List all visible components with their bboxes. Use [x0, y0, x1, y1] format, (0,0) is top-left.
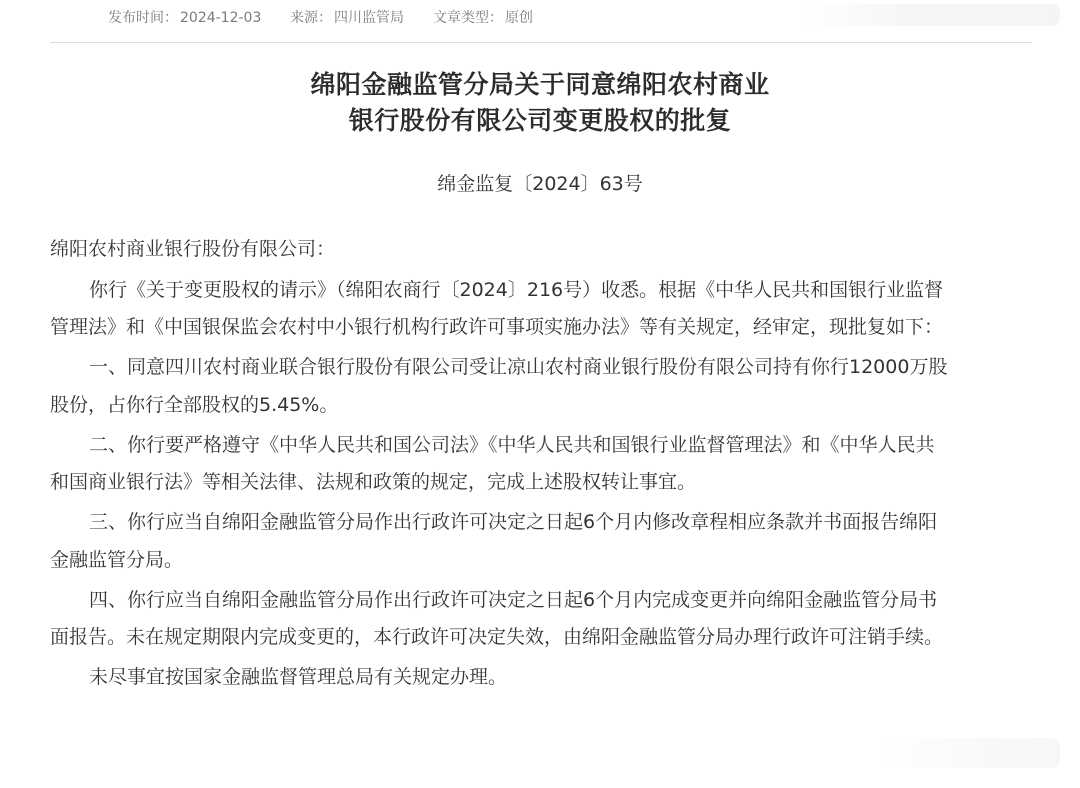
article-source [290, 9, 404, 27]
body-line: 面报告。未在规定期限内完成变更的，本行政许可决定失效，由绵阳金融监管分局办理行政许可注销手续。 [50, 626, 944, 648]
document-title-line-1: 绵阳金融监管分局关于同意绵阳农村商业 [310, 70, 770, 99]
article-meta-bar [50, 0, 1032, 43]
body-line: 管理法》和《中国银保监会农村中小银行机构行政许可事项实施办法》等有关规定，经审定，现批复如下： [50, 316, 944, 338]
type-value: 原创 [505, 10, 533, 26]
publish-time-label: 发布时间： [108, 10, 178, 26]
closing-line: 未尽事宜按国家金融监督管理总局有关规定办理。 [89, 666, 508, 688]
body-line: 一、同意四川农村商业联合银行股份有限公司受让凉山农村商业银行股份有限公司持有你行12000万股 [89, 356, 948, 378]
body-line: 二、你行要严格遵守《中华人民共和国公司法》《中华人民共和国银行业监督管理法》和《中华人民共 [89, 434, 935, 456]
body-line: 金融监管分局。 [50, 549, 184, 571]
body-line: 和国商业银行法》等相关法律、法规和政策的规定，完成上述股权转让事宜。 [50, 471, 697, 493]
type-label: 文章类型： [433, 10, 503, 26]
source-value: 四川监管局 [334, 10, 404, 26]
document-title-line-2: 银行股份有限公司变更股权的批复 [348, 106, 732, 135]
addressee: 绵阳农村商业银行股份有限公司： [50, 238, 336, 260]
blurred-watermark-overlay [880, 738, 1060, 768]
body-line: 四、你行应当自绵阳金融监管分局作出行政许可决定之日起6个月内完成变更并向绵阳金融监管分局书 [89, 589, 938, 611]
publish-time [108, 9, 261, 27]
body-line: 股份，占你行全部股权的5.45%。 [50, 394, 339, 416]
article-type [433, 9, 533, 27]
body-line: 你行《关于变更股权的请示》（绵阳农商行〔2024〕216号）收悉。根据《中华人民共和国银行业监督 [89, 279, 944, 301]
source-label: 来源： [290, 10, 332, 26]
publish-time-value: 2024-12-03 [180, 10, 262, 26]
document-number: 绵金监复〔2024〕63号 [437, 173, 643, 195]
body-line: 三、你行应当自绵阳金融监管分局作出行政许可决定之日起6个月内修改章程相应条款并书面报告绵阳 [89, 511, 938, 533]
